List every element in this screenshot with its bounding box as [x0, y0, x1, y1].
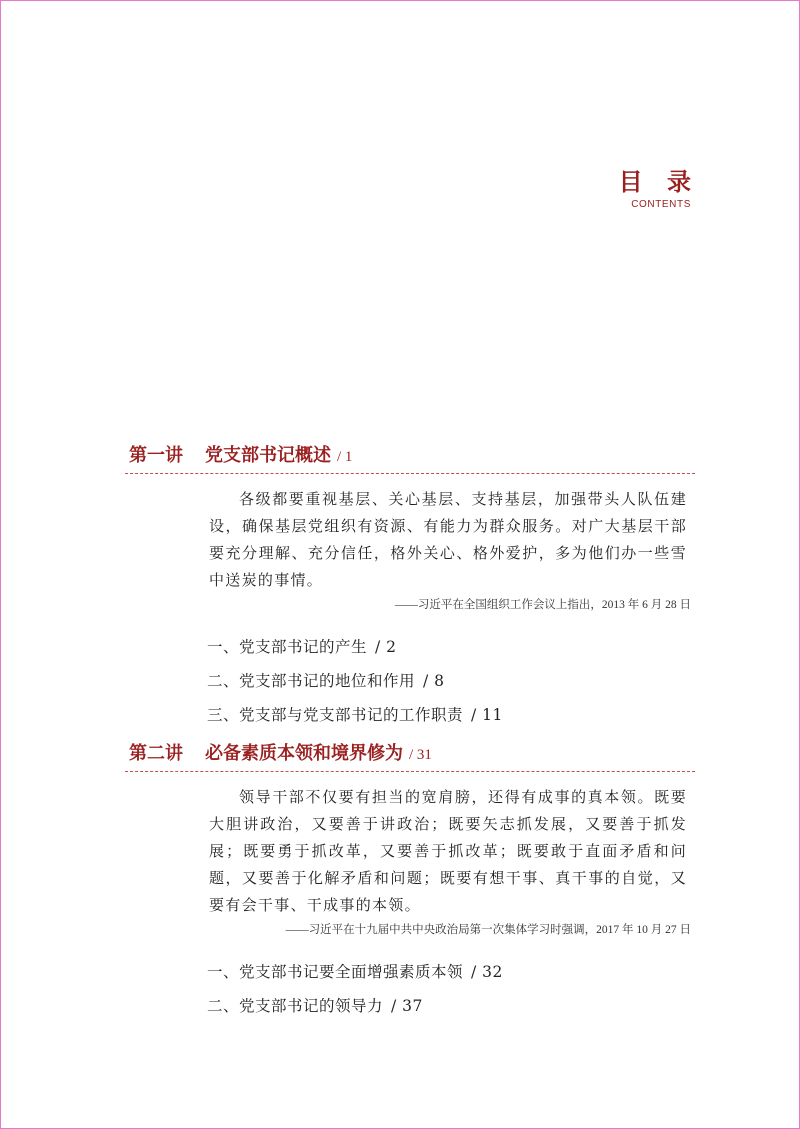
section-page-number: / 37: [391, 997, 423, 1015]
section-page-number: / 11: [471, 706, 503, 724]
section-list: [125, 630, 695, 732]
section-page-number: / 32: [471, 963, 503, 981]
section-item[interactable]: [207, 664, 695, 698]
section-page-number: / 8: [423, 672, 445, 690]
lecture-title: 党支部书记概述: [205, 445, 331, 466]
lecture-heading[interactable]: [125, 441, 695, 474]
lecture-number: 第二讲: [129, 743, 183, 764]
section-label: 三、党支部与党支部书记的工作职责: [207, 706, 464, 724]
section-label: 二、党支部书记的领导力: [207, 997, 384, 1015]
section-list: [125, 955, 695, 1023]
section-item[interactable]: [207, 630, 695, 664]
lecture-heading[interactable]: [125, 739, 695, 772]
toc-title: 目 录: [618, 168, 699, 196]
lecture-quote: 各级都要重视基层、关心基层、支持基层，加强带头人队伍建设，确保基层党组织有资源、有能力为群众服务。对广大基层干部要充分理解、充分信任，格外关心、格外爱护，多为他们办一些雪中送炭的事情。: [209, 490, 687, 589]
section-item[interactable]: [207, 955, 695, 989]
section-item[interactable]: [207, 989, 695, 1023]
section-item[interactable]: [207, 698, 695, 732]
quote-source: ——习近平在十九届中共中央政治局第一次集体学习时强调，2017 年 10 月 27 日: [285, 924, 691, 936]
quote-source: ——习近平在全国组织工作会议上指出，2013 年 6 月 28 日: [394, 599, 691, 611]
toc-header: [618, 162, 699, 210]
lecture-page-number: / 1: [337, 449, 353, 465]
lecture-2: [125, 739, 695, 1023]
section-label: 一、党支部书记的产生: [207, 638, 368, 656]
toc-subtitle: CONTENTS: [631, 199, 691, 210]
section-label: 二、党支部书记的地位和作用: [207, 672, 416, 690]
lecture-1: [125, 441, 695, 732]
section-page-number: / 2: [375, 638, 397, 656]
section-label: 一、党支部书记要全面增强素质本领: [207, 963, 464, 981]
lecture-number: 第一讲: [129, 445, 183, 466]
lecture-page-number: / 31: [409, 747, 432, 763]
lecture-title: 必备素质本领和境界修为: [205, 743, 403, 764]
lecture-quote: 领导干部不仅要有担当的宽肩膀，还得有成事的真本领。既要大胆讲政治，又要善于讲政治；既要矢志抓发展，又要善于抓发展；既要勇于抓改革，又要善于抓改革；既要敢于直面矛盾和问题，又要善于化解矛盾和问题；既要有想干事、真干事的自觉，又要有会干事、干成事的本领。: [209, 788, 687, 914]
